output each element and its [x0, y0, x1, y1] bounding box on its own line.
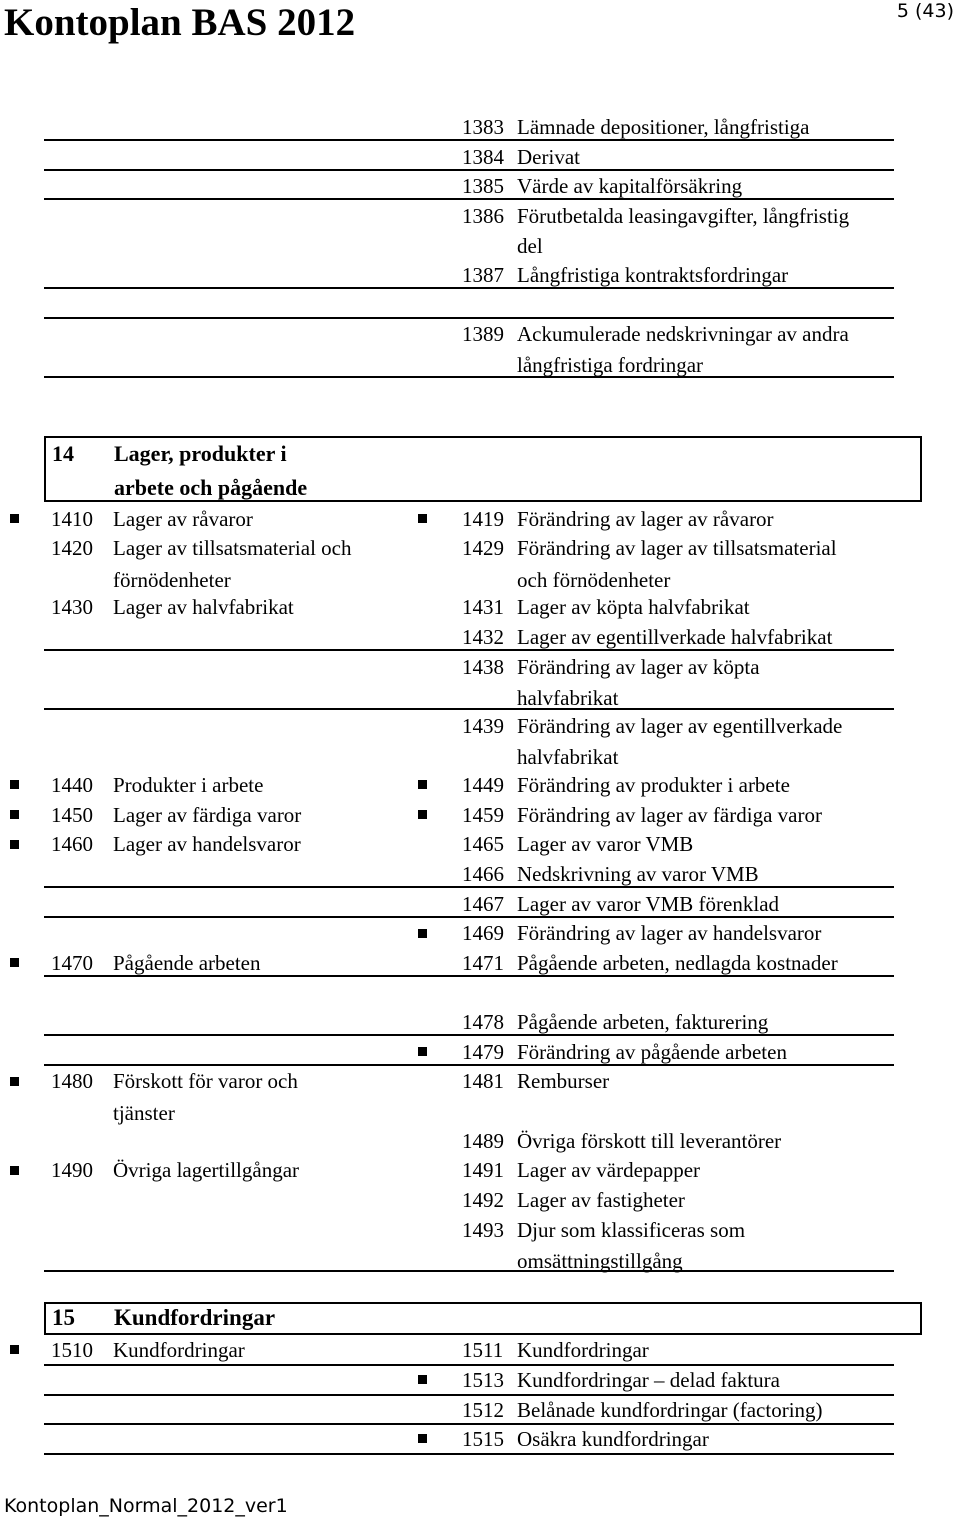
account-label: Djur som klassificeras som [517, 1218, 746, 1242]
row-divider [44, 1453, 894, 1455]
bullet-marker [418, 780, 427, 789]
account-label: Förändring av lager av råvaror [517, 507, 774, 531]
bullet-marker [10, 1345, 19, 1354]
bullet-marker [10, 810, 19, 819]
account-code: 1385 [462, 174, 504, 198]
account-row [51, 1068, 298, 1094]
account-row [51, 831, 301, 857]
account-row [51, 1337, 245, 1363]
account-row [462, 1128, 782, 1154]
account-row [462, 950, 838, 976]
bullet-marker [418, 514, 427, 523]
account-label: Lager av egentillverkade halvfabrikat [517, 625, 833, 649]
account-label: Lager av halvfabrikat [113, 595, 294, 619]
account-label: Lager av varor VMB förenklad [517, 892, 780, 916]
account-code: 1493 [462, 1218, 504, 1242]
account-code: 1410 [51, 507, 93, 531]
account-label: Värde av kapitalförsäkring [517, 174, 743, 198]
account-code: 1471 [462, 951, 504, 975]
bullet-marker [10, 840, 19, 849]
account-row [462, 1187, 685, 1213]
account-row [51, 772, 264, 798]
account-code: 1479 [462, 1040, 504, 1064]
account-label: Nedskrivning av varor VMB [517, 862, 759, 886]
account-row [462, 506, 774, 532]
account-code: 1480 [51, 1069, 93, 1093]
account-row [51, 950, 261, 976]
account-label-continued: omsättningstillgång [517, 1249, 683, 1273]
page-title: Kontoplan BAS 2012 [4, 1, 356, 44]
bullet-marker [418, 810, 427, 819]
account-code: 1470 [51, 951, 93, 975]
account-code: 1420 [51, 536, 93, 560]
account-code: 1460 [51, 832, 93, 856]
account-code: 1467 [462, 892, 504, 916]
footer-text: Kontoplan_Normal_2012_ver1 [4, 1495, 288, 1517]
account-code: 1449 [462, 773, 504, 797]
account-row [51, 802, 302, 828]
account-row [462, 920, 822, 946]
account-label: Remburser [517, 1069, 610, 1093]
account-row [462, 624, 833, 650]
account-code: 1429 [462, 536, 504, 560]
account-code: 1431 [462, 595, 504, 619]
account-label-continued: och förnödenheter [517, 568, 671, 592]
account-code: 1450 [51, 803, 93, 827]
account-row [462, 1367, 780, 1393]
account-code: 1389 [462, 322, 504, 346]
row-divider [44, 708, 894, 710]
account-label: Lämnade depositioner, långfristiga [517, 115, 810, 139]
account-label: Pågående arbeten, fakturering [517, 1010, 769, 1034]
account-label-continued: del [517, 234, 543, 258]
account-label: Kundfordringar – delad faktura [517, 1368, 780, 1392]
account-row [51, 535, 352, 561]
row-divider [44, 317, 894, 319]
account-row [462, 535, 837, 561]
account-code: 1511 [462, 1338, 504, 1362]
account-code: 1489 [462, 1129, 504, 1153]
account-label: Förutbetalda leasingavgifter, långfristig [517, 204, 850, 228]
account-row [462, 144, 580, 170]
account-row [462, 1217, 746, 1243]
account-label: Övriga förskott till leverantörer [517, 1129, 782, 1153]
account-code: 1419 [462, 507, 504, 531]
account-code: 1515 [462, 1427, 504, 1451]
account-row [462, 173, 743, 199]
account-row [462, 713, 843, 739]
account-row [462, 1068, 610, 1094]
account-row [462, 654, 760, 680]
account-row [462, 1009, 769, 1035]
account-label-continued: förnödenheter [113, 568, 231, 592]
account-label: Förändring av lager av köpta [517, 655, 760, 679]
account-row [51, 506, 253, 532]
account-label: Kundfordringar [517, 1338, 649, 1362]
account-label: Lager av köpta halvfabrikat [517, 595, 750, 619]
account-label: Kundfordringar [113, 1338, 245, 1362]
account-label: Förändring av lager av tillsatsmaterial [517, 536, 837, 560]
account-row [462, 1426, 709, 1452]
section-heading: Kundfordringar [114, 1305, 276, 1330]
account-row [51, 1157, 300, 1183]
bullet-marker [418, 1434, 427, 1443]
account-label: Övriga lagertillgångar [113, 1158, 300, 1182]
account-code: 1510 [51, 1338, 93, 1362]
account-label-continued: halvfabrikat [517, 745, 619, 769]
bullet-marker [10, 780, 19, 789]
account-label: Belånade kundfordringar (factoring) [517, 1398, 823, 1422]
bullet-marker [10, 514, 19, 523]
account-row [462, 114, 810, 140]
account-label: Förändring av pågående arbeten [517, 1040, 787, 1064]
account-row [462, 1397, 823, 1423]
account-label: Förändring av lager av egentillverkade [517, 714, 843, 738]
section-number: 15 [52, 1305, 75, 1330]
account-row [462, 891, 780, 917]
account-code: 1469 [462, 921, 504, 945]
account-code: 1383 [462, 115, 504, 139]
account-label: Förskott för varor och [113, 1069, 298, 1093]
account-row [462, 203, 850, 229]
account-code: 1439 [462, 714, 504, 738]
account-row [462, 1157, 701, 1183]
section-number: 14 [52, 441, 74, 466]
account-row [462, 594, 750, 620]
row-divider [44, 376, 894, 378]
account-label: Lager av råvaror [113, 507, 253, 531]
account-code: 1492 [462, 1188, 504, 1212]
account-label: Produkter i arbete [113, 773, 264, 797]
account-code: 1387 [462, 263, 504, 287]
account-code: 1459 [462, 803, 504, 827]
account-row [462, 772, 790, 798]
account-label: Lager av handelsvaror [113, 832, 301, 856]
account-code: 1490 [51, 1158, 93, 1182]
account-label: Lager av värdepapper [517, 1158, 701, 1182]
account-code: 1513 [462, 1368, 504, 1392]
account-code: 1466 [462, 862, 504, 886]
account-code: 1430 [51, 595, 93, 619]
section-heading: Lager, produkter i [114, 441, 287, 466]
account-label: Lager av varor VMB [517, 832, 694, 856]
account-label: Pågående arbeten, nedlagda kostnader [517, 951, 838, 975]
account-label: Osäkra kundfordringar [517, 1427, 709, 1451]
account-label: Derivat [517, 145, 580, 169]
account-code: 1465 [462, 832, 504, 856]
account-row [462, 321, 849, 347]
account-label: Pågående arbeten [113, 951, 261, 975]
account-label: Förändring av produkter i arbete [517, 773, 790, 797]
account-code: 1384 [462, 145, 504, 169]
account-label: Lager av färdiga varor [113, 803, 302, 827]
bullet-marker [418, 1047, 427, 1056]
account-code: 1481 [462, 1069, 504, 1093]
account-code: 1512 [462, 1398, 504, 1422]
account-label-continued: tjänster [113, 1101, 175, 1125]
account-code: 1440 [51, 773, 93, 797]
account-code: 1386 [462, 204, 504, 228]
account-code: 1478 [462, 1010, 504, 1034]
account-code: 1491 [462, 1158, 504, 1182]
row-divider [44, 1423, 894, 1425]
account-code: 1432 [462, 625, 504, 649]
account-row [51, 594, 294, 620]
account-row [462, 802, 822, 828]
account-code: 1438 [462, 655, 504, 679]
account-row [462, 262, 789, 288]
bullet-marker [10, 1077, 19, 1086]
account-row [462, 1337, 649, 1363]
row-divider [44, 1270, 894, 1272]
bullet-marker [418, 929, 427, 938]
account-row [462, 831, 694, 857]
account-label: Lager av fastigheter [517, 1188, 685, 1212]
account-row [462, 861, 759, 887]
section-heading: arbete och pågående [114, 475, 308, 500]
bullet-marker [10, 1166, 19, 1175]
account-row [462, 1039, 787, 1065]
account-label: Långfristiga kontraktsfordringar [517, 263, 789, 287]
bullet-marker [418, 1375, 427, 1384]
account-label-continued: långfristiga fordringar [517, 353, 704, 377]
row-divider [44, 1394, 894, 1396]
account-label: Förändring av lager av färdiga varor [517, 803, 822, 827]
row-divider [44, 1364, 894, 1366]
bullet-marker [10, 958, 19, 967]
account-label: Lager av tillsatsmaterial och [113, 536, 352, 560]
page-number: 5 (43) [896, 0, 954, 22]
account-label: Förändring av lager av handelsvaror [517, 921, 822, 945]
account-label: Ackumulerade nedskrivningar av andra [517, 322, 849, 346]
account-label-continued: halvfabrikat [517, 686, 619, 710]
